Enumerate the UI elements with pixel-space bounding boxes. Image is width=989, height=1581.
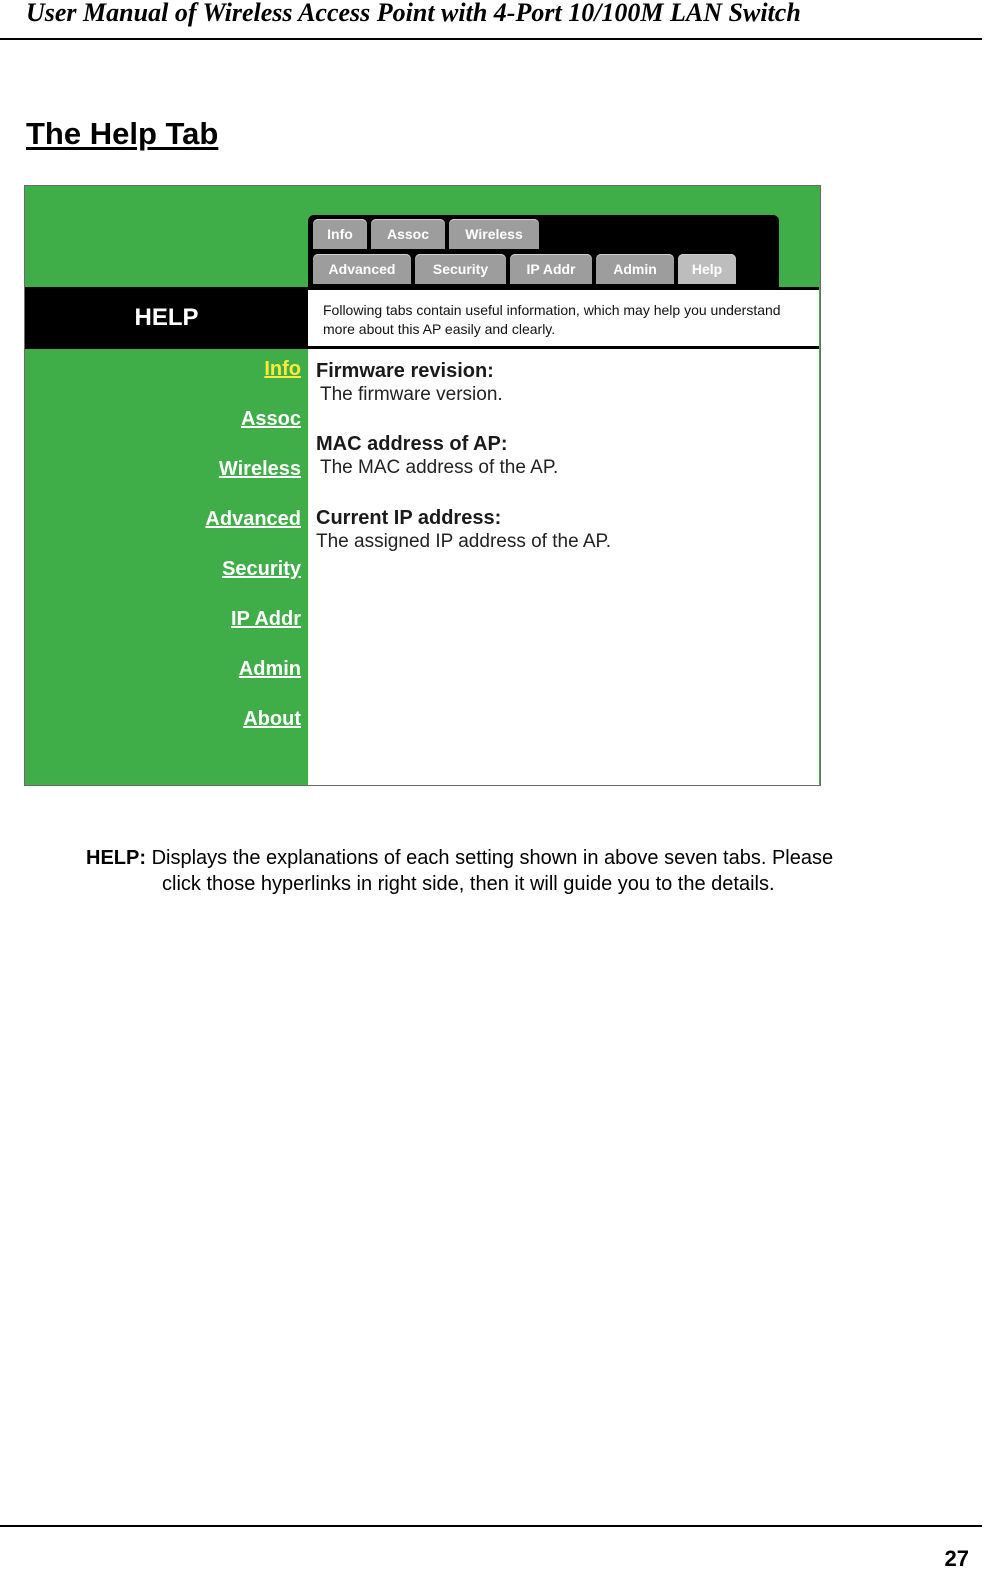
intro-panel: [308, 287, 819, 349]
help-item-firmware: [316, 359, 503, 407]
side-link-advanced[interactable]: Advanced: [205, 508, 301, 530]
header-rule: [0, 38, 982, 40]
help-item-title: MAC address of AP:: [316, 433, 508, 455]
side-link-info[interactable]: Info: [264, 358, 301, 380]
description-line-1: [86, 845, 833, 871]
side-link-assoc[interactable]: Assoc: [240, 408, 301, 430]
description-text-1: Displays the explanations of each setting shown in above seven tabs. Please: [151, 847, 834, 869]
help-item-desc: The assigned IP address of the AP.: [316, 531, 612, 552]
side-link-list: [25, 349, 301, 785]
help-item-desc: The firmware version.: [320, 384, 503, 405]
description-term: HELP:: [86, 847, 146, 869]
tab-security[interactable]: Security: [415, 254, 506, 284]
tab-assoc[interactable]: Assoc: [371, 219, 445, 249]
side-link-security[interactable]: Security: [222, 558, 301, 580]
intro-text: Following tabs contain useful information, which may help you understand more about this AP easily and clearly.: [323, 302, 781, 337]
running-header: User Manual of Wireless Access Point with 4-Port 10/100M LAN Switch: [26, 0, 801, 27]
page-number: 27: [944, 1546, 969, 1571]
help-item-ip: [316, 506, 611, 554]
tab-ip-addr[interactable]: IP Addr: [510, 254, 592, 284]
tab-help[interactable]: Help: [678, 254, 736, 284]
help-item-title: Firmware revision:: [316, 360, 494, 382]
tab-info[interactable]: Info: [313, 219, 367, 249]
side-link-wireless[interactable]: Wireless: [218, 458, 301, 480]
tab-advanced[interactable]: Advanced: [313, 254, 411, 284]
side-link-admin[interactable]: Admin: [238, 658, 301, 680]
help-tab-screenshot: [24, 185, 821, 786]
section-title: The Help Tab: [26, 116, 219, 151]
help-band-label: HELP: [134, 304, 199, 331]
help-content: [308, 349, 819, 785]
side-link-ip-addr[interactable]: IP Addr: [230, 608, 301, 630]
help-band: [25, 287, 308, 349]
side-link-about[interactable]: About: [243, 708, 301, 730]
help-item-title: Current IP address:: [316, 507, 502, 529]
footer-rule: [0, 1525, 982, 1527]
description-line-2: click those hyperlinks in right side, then it will guide you to the details.: [162, 873, 775, 895]
help-item-mac: [316, 432, 558, 480]
tab-wireless[interactable]: Wireless: [449, 219, 539, 249]
tab-admin[interactable]: Admin: [596, 254, 674, 284]
tab-bar: [308, 215, 779, 287]
help-item-desc: The MAC address of the AP.: [320, 457, 559, 478]
